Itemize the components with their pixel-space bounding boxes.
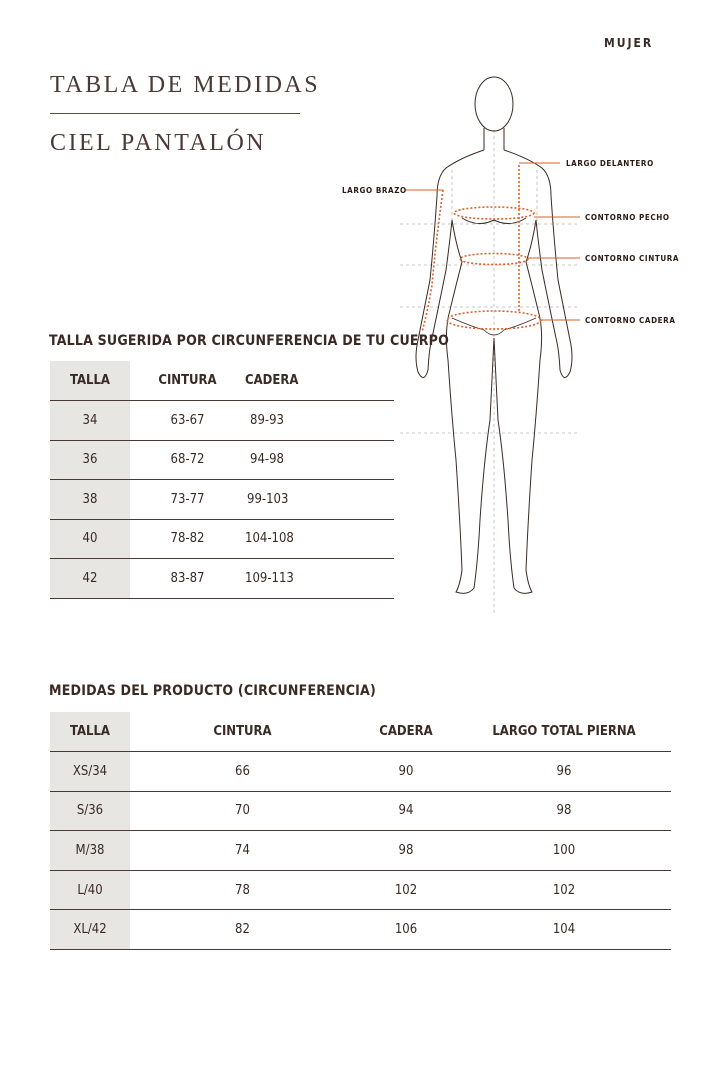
table-row: [50, 910, 671, 950]
cell-cintura: 73-77: [170, 491, 205, 507]
table-row: [50, 440, 394, 480]
cell-cintura: 70: [235, 803, 250, 819]
label-contorno-cadera: CONTORNO CADERA: [585, 316, 676, 325]
product-table-title: MEDIDAS DEL PRODUCTO (CIRCUNFERENCIA): [49, 683, 376, 699]
product-size-table: [50, 712, 671, 950]
label-largo-brazo: LARGO BRAZO: [342, 186, 407, 195]
cell-cadera: 89-93: [250, 412, 284, 428]
cell-cadera: 109-113: [245, 570, 294, 586]
cell-cintura: 83-87: [170, 570, 205, 586]
cell-talla: XS/34: [50, 752, 130, 792]
cell-talla: 38: [50, 480, 130, 520]
table-row: [50, 480, 394, 520]
table-row: [50, 831, 671, 871]
table-row: [50, 519, 394, 559]
cell-cadera: 94-98: [250, 452, 284, 468]
cell-cadera: 106: [394, 922, 418, 938]
cell-cadera: 94: [398, 803, 414, 819]
cell-cadera: 104-108: [245, 531, 294, 547]
cell-cintura: 74: [235, 843, 250, 859]
label-contorno-pecho: CONTORNO PECHO: [585, 213, 670, 222]
cell-cadera: 90: [398, 763, 414, 779]
body-table-title: TALLA SUGERIDA POR CIRCUNFERENCIA DE TU CUERPO: [49, 333, 449, 349]
cell-talla: 42: [50, 559, 130, 599]
table-row: [50, 870, 671, 910]
header-cadera: CADERA: [379, 724, 433, 740]
cell-largo-total-pierna: 100: [552, 843, 576, 859]
header-cintura: CINTURA: [213, 724, 272, 740]
cell-talla: M/38: [50, 831, 130, 871]
cell-cadera: 102: [394, 882, 418, 898]
header-talla: TALLA: [50, 712, 130, 752]
cell-talla: 40: [50, 519, 130, 559]
product-name: CIEL PANTALÓN: [50, 130, 267, 156]
cell-cintura: 66: [235, 763, 250, 779]
cell-talla: 34: [50, 401, 130, 441]
cell-talla: L/40: [50, 870, 130, 910]
title-divider: [50, 113, 300, 114]
header-cadera: CADERA: [245, 373, 299, 388]
cell-talla: 36: [50, 440, 130, 480]
cell-talla: XL/42: [50, 910, 130, 950]
cell-cadera: 99-103: [247, 491, 289, 507]
table-row: [50, 401, 394, 441]
cell-cadera: 98: [398, 843, 414, 859]
cell-largo-total-pierna: 96: [556, 763, 572, 779]
header-largo-total-pierna: LARGO TOTAL PIERNA: [492, 724, 636, 740]
page-title: TABLA DE MEDIDAS: [50, 72, 321, 98]
cell-largo-total-pierna: 102: [552, 882, 576, 898]
table-header-row: [50, 361, 394, 401]
header-cintura: CINTURA: [158, 373, 217, 388]
cell-cintura: 63-67: [170, 412, 205, 428]
cell-largo-total-pierna: 104: [552, 922, 576, 938]
cell-cintura: 68-72: [170, 452, 205, 468]
cell-talla: S/36: [50, 791, 130, 831]
label-contorno-cintura: CONTORNO CINTURA: [585, 254, 680, 263]
cell-cintura: 78: [235, 882, 250, 898]
table-row: [50, 791, 671, 831]
cell-largo-total-pierna: 98: [556, 803, 572, 819]
header-talla: TALLA: [50, 361, 130, 401]
label-leaders: [405, 163, 580, 320]
cell-cintura: 82: [235, 922, 250, 938]
cell-cintura: 78-82: [170, 531, 205, 547]
label-largo-delantero: LARGO DELANTERO: [566, 159, 654, 168]
table-row: [50, 559, 394, 599]
table-row: [50, 752, 671, 792]
category-label: MUJER: [604, 36, 654, 50]
table-header-row: [50, 712, 671, 752]
body-size-table: [50, 361, 394, 599]
